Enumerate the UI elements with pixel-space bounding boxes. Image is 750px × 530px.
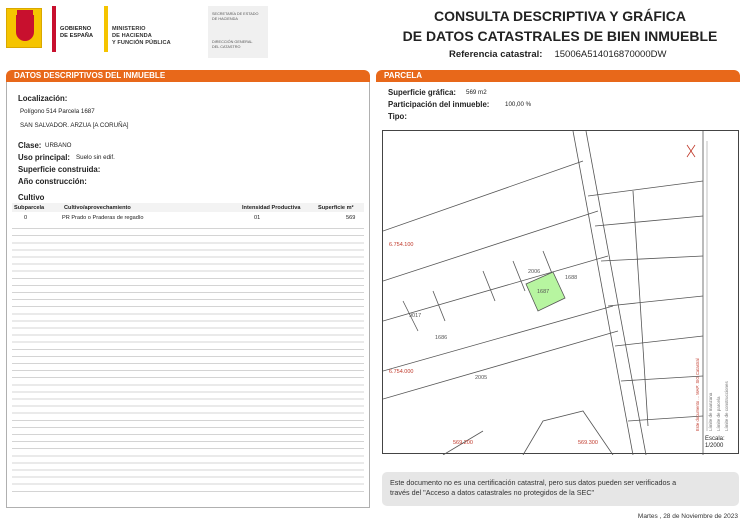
uso-value: Suelo sin edif. — [76, 154, 115, 161]
col-subparcela: Subparcela — [14, 205, 45, 211]
map-drawing — [383, 131, 740, 455]
clase-label: Clase: — [18, 141, 42, 150]
secretariat-box: SECRETARÍA DE ESTADO DE HACIENDA DIRECCIÓN GENERAL DEL CATASTRO — [208, 6, 268, 58]
location-label: Localización: — [18, 94, 68, 103]
empty-table-rows — [12, 222, 364, 492]
col-superficie: Superficie m² — [318, 205, 354, 211]
cultivo-table-header — [12, 203, 364, 212]
cadastral-reference: Referencia catastral: 15006A514016870000DW — [449, 49, 667, 60]
cadastral-map[interactable] — [382, 130, 739, 454]
gov-label: GOBIERNO DE ESPAÑA — [60, 26, 94, 39]
coat-of-arms-icon — [6, 8, 42, 48]
disclaimer-note: Este documento no es una certificación catastral, pero sus datos pueden ser verificados a través del "Acceso a datos catastrales no protegidos de la SEC" — [382, 472, 739, 506]
svg-text:569.200: 569.200 — [453, 440, 473, 446]
page-title: CONSULTA DESCRIPTIVA Y GRÁFICA DE DATOS CATASTRALES DE BIEN INMUEBLE — [402, 8, 718, 44]
map-scale: Escala: 1/2000 — [705, 436, 725, 449]
svg-text:Límite de manzana: Límite de manzana — [708, 392, 713, 431]
svg-text:2005: 2005 — [475, 375, 488, 381]
table-row: 0 PR Prado o Praderas de regadío 01 569 — [24, 215, 356, 221]
svg-text:Límite de construcciones: Límite de construcciones — [724, 381, 729, 431]
svg-text:Este documento ... MAP: SIG Ca: Este documento ... MAP: SIG Catastral — [695, 358, 700, 431]
ministry-label: MINISTERIO DE HACIENDA Y FUNCIÓN PÚBLICA — [112, 26, 171, 46]
anio-construccion-label: Año construcción: — [18, 177, 87, 186]
participacion-value: 100,00 % — [505, 101, 532, 108]
location-line-1: Polígono 514 Parcela 1687 — [20, 108, 95, 115]
section-header-parcela: PARCELA — [376, 70, 740, 82]
superficie-grafica-value: 569 m2 — [466, 89, 487, 96]
location-line-2: SAN SALVADOR. ARZUA [A CORUÑA] — [20, 122, 129, 129]
svg-text:6.754.100: 6.754.100 — [389, 242, 414, 248]
clase-value: URBANO — [45, 142, 72, 149]
svg-text:1687: 1687 — [537, 289, 550, 295]
logo-divider — [52, 6, 56, 52]
parcel-section — [376, 70, 740, 82]
col-intensidad: Intensidad Productiva — [242, 205, 301, 211]
superficie-grafica-label: Superficie gráfica: — [388, 88, 457, 97]
section-header-descriptive: DATOS DESCRIPTIVOS DEL INMUEBLE — [6, 70, 370, 82]
superficie-construida-label: Superficie construida: — [18, 165, 101, 174]
svg-text:1686: 1686 — [435, 335, 448, 341]
participacion-label: Participación del inmueble: — [388, 100, 490, 109]
svg-text:6.754.000: 6.754.000 — [389, 369, 414, 375]
svg-text:2006: 2006 — [528, 269, 541, 275]
svg-text:1688: 1688 — [565, 275, 578, 281]
cultivo-heading: Cultivo — [18, 193, 45, 202]
col-cultivo: Cultivo/aprovechamiento — [64, 205, 131, 211]
svg-text:9017: 9017 — [409, 313, 422, 319]
logo-divider-yellow — [104, 6, 108, 52]
tipo-label: Tipo: — [388, 112, 407, 121]
issue-date: Martes , 28 de Noviembre de 2023 — [637, 513, 738, 520]
uso-label: Uso principal: — [18, 153, 70, 162]
svg-text:Límite de parcela: Límite de parcela — [716, 396, 721, 431]
svg-text:569.300: 569.300 — [578, 440, 598, 446]
